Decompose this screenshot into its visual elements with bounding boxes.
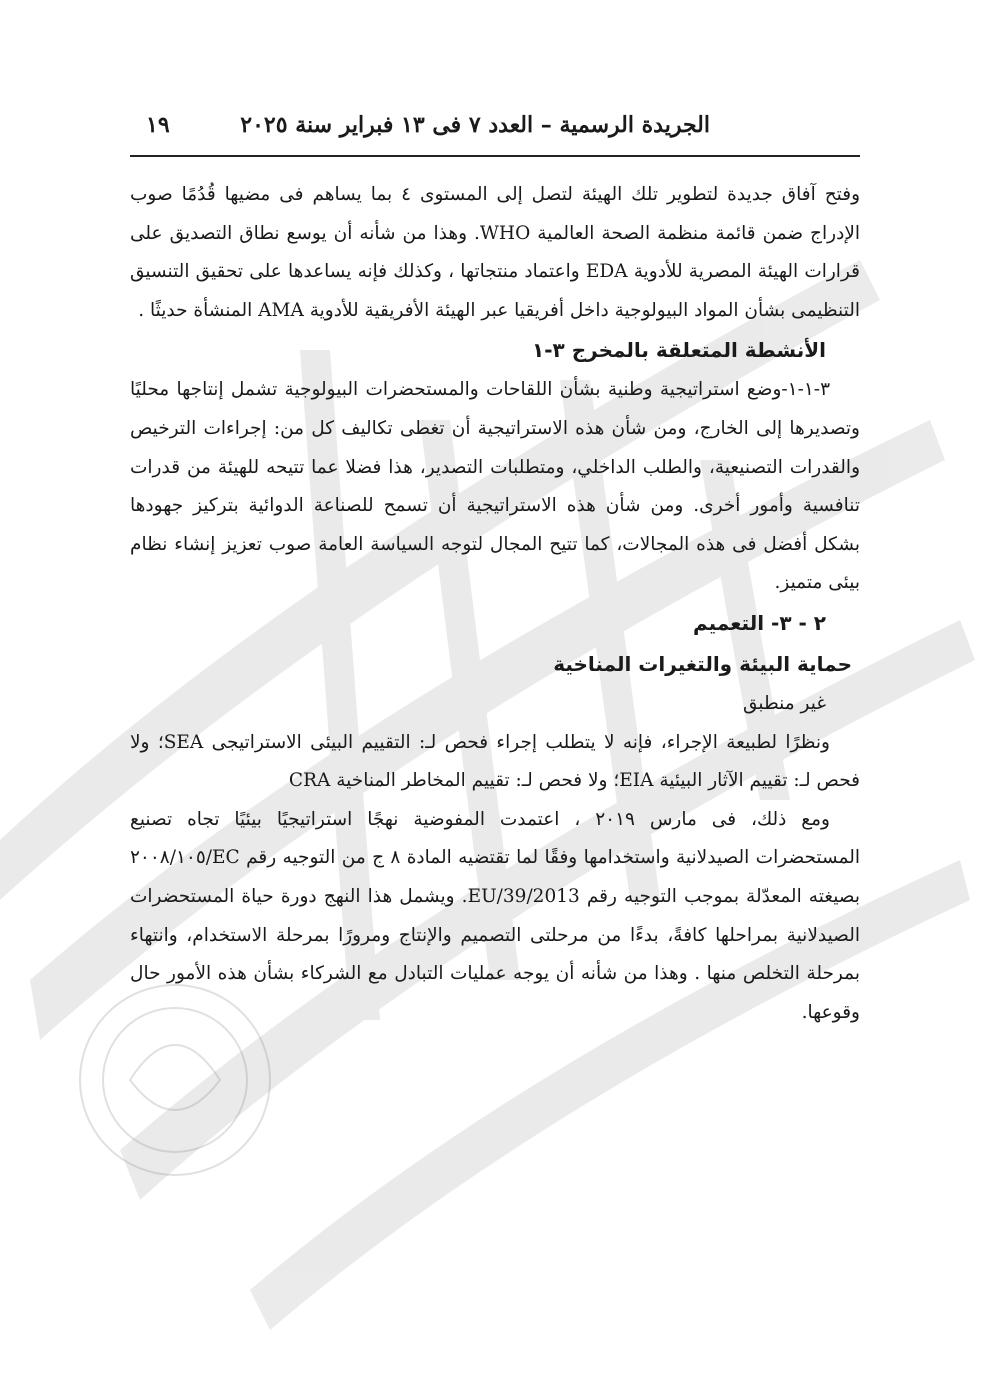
heading-mainstreaming: ٢ - ٣- التعميم [692, 610, 826, 635]
page-number: ١٩ [146, 112, 170, 138]
page-header [130, 112, 860, 152]
document-body [130, 176, 860, 1032]
gazette-title: الجريدة الرسمية – العدد ٧ فى ١٣ فبراير سنة ٢٠٢٥ [240, 112, 710, 138]
heading-activities: الأنشطة المتعلقة بالمخرج ٣-١ [532, 338, 826, 363]
paragraph-intro: وفتح آفاق جديدة لتطوير تلك الهيئة لتصل إلى المستوى ٤ بما يساهم فى مضيها قُدُمًا صوب الإدراج ضمن قائمة منظمة الصحة العالمية WHO. وهذا من شأنه أن يوسع نطاق التصديق على قرارات الهيئة المصرية للأدوية EDA واعتماد منتجاتها ، وكذلك فإنه يساعدها على تحقيق التنسيق التنظيمى بشأن المواد البيولوجية داخل أفريقيا عبر الهيئة الأفريقية للأدوية AMA المنشأة حديثًا . [130, 184, 861, 321]
not-applicable-text: غير منطبق [742, 692, 826, 714]
heading-environment: حماية البيئة والتغيرات المناخية [553, 651, 852, 676]
paragraph-strategy: ٣-١-١-وضع استراتيجية وطنية بشأن اللقاحات والمستحضرات البيولوجية تشمل إنتاجها محليًا وتصديرها إلى الخارج، ومن شأن هذه الاستراتيجية أن تغطى تكاليف كل من: إجراءات الترخيص والقدرات التصنيعية، والطلب الداخلي، ومتطلبات التصدير، هذا فضلا عما تتيحه للهيئة من قدرات تنافسية وأمور أخرى. ومن شأن هذه الاستراتيجية أن تسمح للصناعة الدوائية بتركيز جهودها بشكل أفضل فى هذه المجالات، كما تتيح المجال لتوجه السياسة العامة صوب تعزيز إنشاء نظام بيئى متميز. [130, 379, 860, 594]
header-divider [130, 155, 860, 157]
paragraph-approach: ومع ذلك، فى مارس ٢٠١٩ ، اعتمدت المفوضية نهجًا استراتيجيًا بيئيًا تجاه تصنيع المستحضرات الصيدلانية واستخدامها وفقًا لما تقتضيه المادة ٨ ج من التوجيه رقم EC/٢٠٠٨/١٠٥ بصيغته المعدّلة بموجب التوجيه رقم EU/39/2013. ويشمل هذا النهج دورة حياة المستحضرات الصيدلانية بمراحلها كافةً، بدءًا من مرحلتى التصميم والإنتاج ومرورًا بمرحلة الاستخدام، وانتهاء بمرحلة التخلص منها . وهذا من شأنه أن يوجه عمليات التبادل مع الشركاء بشأن هذه الأمور حال وقوعها. [130, 808, 860, 1023]
paragraph-assessment: ونظرًا لطبيعة الإجراء، فإنه لا يتطلب إجراء فحص لـ: التقييم البيئى الاستراتيجى SEA؛ ولا فحص لـ: تقييم الآثار البيئية EIA؛ ولا فحص لـ: تقييم المخاطر المناخية CRA [130, 731, 860, 792]
